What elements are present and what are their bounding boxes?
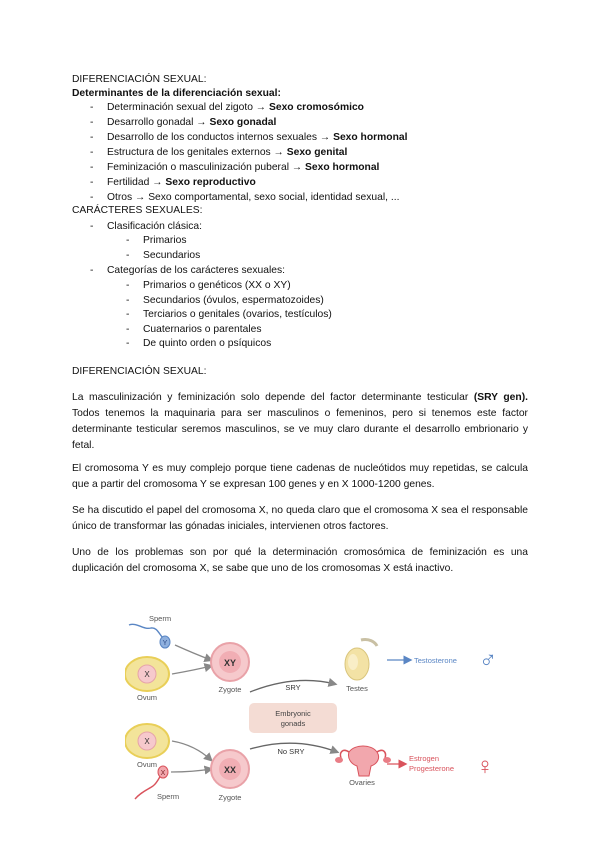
list-dash: - (90, 102, 94, 113)
sperm-bottom (135, 766, 179, 801)
female-symbol-icon: ♀ (476, 753, 494, 780)
paragraph-1: La masculinización y feminización solo depende del factor determinante testicular (SRY gen). Todos tenemos la maquinaria para ser masculinos o femeninos, pero si tenemos este factor determinante testicular seremos masculinos, se ve muy claro durante el desarrollo embrionario y fetal. (72, 392, 528, 451)
list-item: Desarrollo gonadal → Sexo gonadal (107, 117, 277, 128)
classic-item: Primarios (143, 235, 187, 246)
list-dash: - (126, 280, 130, 291)
paragraph-4: Uno de los problemas son por qué la determinación cromosómica de feminización es una duplicación del cromosoma X, se sabe que uno de los cromosomas X está inactivo. (72, 547, 528, 574)
ovum-top-label: Ovum (136, 693, 158, 702)
determinants-title: Determinantes de la diferenciación sexual: (72, 88, 281, 99)
ovum-top (125, 657, 169, 702)
heading-diferenciacion-1: DIFERENCIACIÓN SEXUAL: (72, 74, 207, 85)
ovum-bottom (125, 724, 169, 769)
list-dash: - (126, 309, 130, 320)
paragraph-3: Se ha discutido el papel del cromosoma X, no queda claro que el cromosoma X sea el responsable único de transformar las gónadas iniciales, intervienen otros factores. (72, 505, 528, 532)
ovum-top-chrom: X (144, 670, 150, 679)
category-item: Cuaternarios o parentales (143, 324, 262, 335)
list-item: Desarrollo de los conductos internos sexuales → Sexo hormonal (107, 132, 408, 143)
testes-icon (345, 639, 377, 693)
sry-label: SRY (285, 683, 301, 692)
ovaries-icon (335, 746, 391, 787)
male-symbol-icon: ♂ (479, 647, 497, 674)
list-item: Otros → Sexo comportamental, sexo social, identidad sexual, ... (107, 192, 400, 203)
arrow-ovum-zygote-top (172, 666, 211, 674)
classic-item: Secundarios (143, 250, 201, 261)
sperm-top (129, 614, 171, 648)
list-dash: - (126, 295, 130, 306)
list-dash: - (90, 117, 94, 128)
zygote-bottom-chrom: XX (223, 765, 237, 775)
list-dash: - (90, 162, 94, 173)
sperm-top-label: Sperm (149, 614, 172, 623)
no-sry-label: No SRY (277, 747, 305, 756)
list-item: Fertilidad → Sexo reproductivo (107, 177, 256, 188)
list-dash: - (90, 177, 94, 188)
estrogen-label: Estrogen (409, 754, 440, 763)
testes-label: Testes (346, 684, 368, 693)
list-dash: - (90, 132, 94, 143)
arrow-ovum-zygote-bottom (172, 741, 211, 760)
arrow-sperm-zygote-bottom (171, 769, 211, 772)
list-dash: - (126, 324, 130, 335)
embryonic-gonads-box (249, 703, 337, 733)
embryonic-line-2: gonads (280, 719, 306, 728)
progesterone-label: Progesterone (409, 764, 455, 773)
ovum-bottom-chrom: X (144, 737, 150, 746)
sperm-top-chrom: Y (162, 640, 168, 647)
zygote-top-label: Zygote (218, 685, 242, 694)
embryonic-line-1: Embryonic (275, 709, 311, 718)
list-dash: - (126, 235, 130, 246)
category-item: Secundarios (óvulos, espermatozoides) (143, 295, 324, 306)
zygote-top (211, 643, 249, 694)
heading-diferenciacion-2: DIFERENCIACIÓN SEXUAL: (72, 366, 207, 377)
list-dash: - (126, 338, 130, 349)
zygote-bottom-label: Zygote (218, 793, 242, 802)
category-item: Primarios o genéticos (XX o XY) (143, 280, 291, 291)
categories-label: Categorías de los carácteres sexuales: (107, 265, 285, 276)
list-dash: - (90, 147, 94, 158)
list-dash: - (90, 192, 94, 203)
arrow-sperm-zygote-top (175, 645, 211, 660)
zygote-top-chrom: XY (223, 658, 237, 668)
testosterone-label: Testosterone (414, 656, 457, 665)
sperm-bottom-chrom: X (160, 770, 166, 777)
sperm-bottom-label: Sperm (157, 792, 180, 801)
zygote-bottom (211, 750, 249, 802)
list-item: Determinación sexual del zigoto → Sexo cromosómico (107, 102, 364, 113)
list-dash: - (126, 250, 130, 261)
list-dash: - (90, 221, 94, 232)
characters-title: CARÁCTERES SEXUALES: (72, 205, 203, 216)
classic-label: Clasificación clásica: (107, 221, 202, 232)
category-item: De quinto orden o psíquicos (143, 338, 272, 349)
list-item: Feminización o masculinización puberal → Sexo hormonal (107, 162, 380, 173)
ovaries-label: Ovaries (349, 778, 375, 787)
ovum-bottom-label: Ovum (136, 760, 158, 769)
list-dash: - (90, 265, 94, 276)
sex-differentiation-diagram (125, 612, 505, 807)
category-item: Terciarios o genitales (ovarios, testículos) (143, 309, 332, 320)
list-item: Estructura de los genitales externos → Sexo genital (107, 147, 348, 158)
paragraph-2: El cromosoma Y es muy complejo porque tiene cadenas de nucleótidos muy repetidas, se calcula que a partir del cromosoma Y se expresan 100 genes y en X 1000-1200 genes. (72, 463, 528, 490)
